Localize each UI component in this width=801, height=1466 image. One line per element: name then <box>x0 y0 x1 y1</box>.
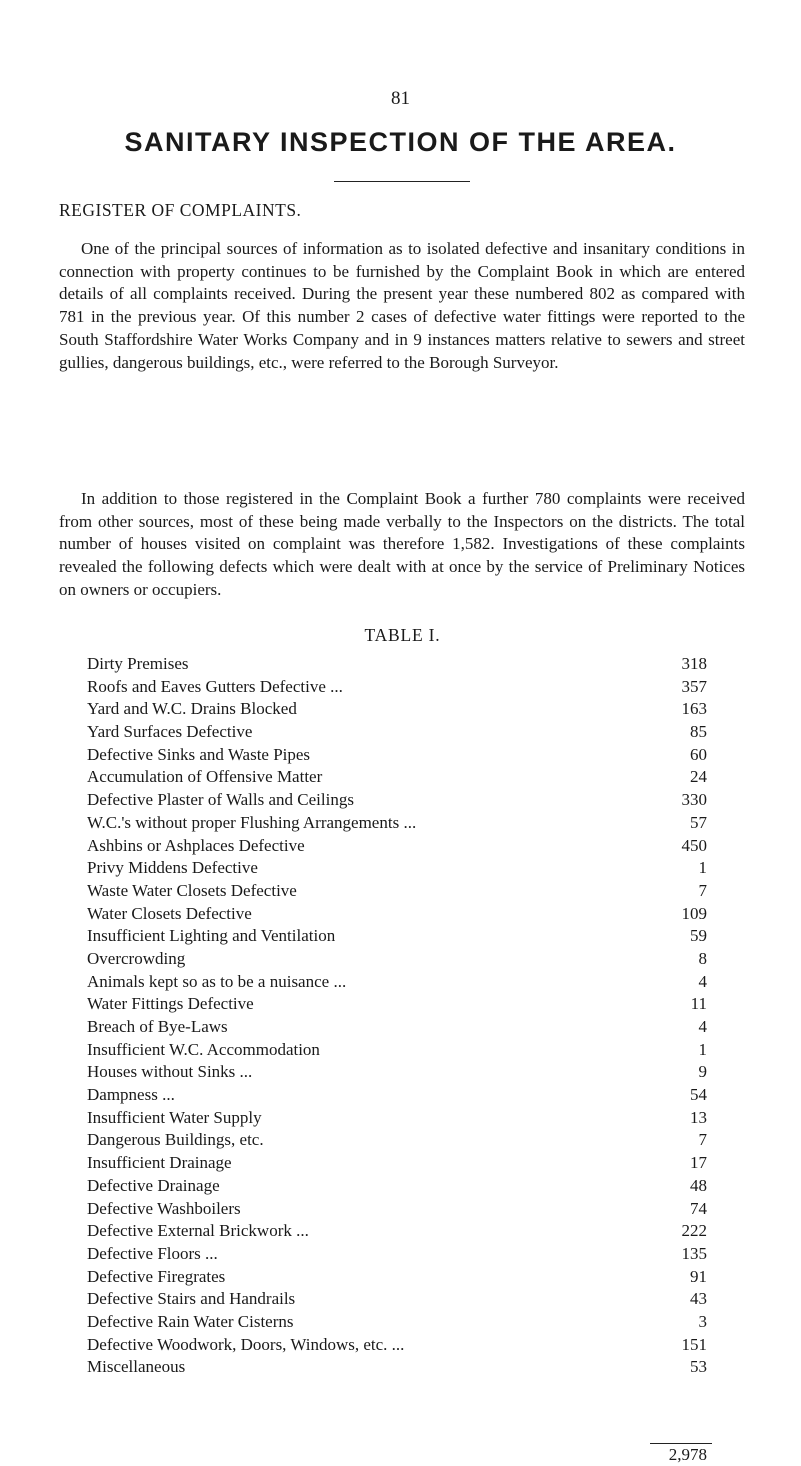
table-row <box>87 1243 707 1266</box>
row-value: 1 <box>647 857 707 880</box>
title-underline <box>334 181 470 182</box>
table-row <box>87 1266 707 1289</box>
row-value: 57 <box>647 812 707 835</box>
table-row <box>87 971 707 994</box>
row-label: Dirty Premises <box>87 653 193 676</box>
row-value: 163 <box>647 698 707 721</box>
row-label: Waste Water Closets Defective <box>87 880 301 903</box>
table-row <box>87 789 707 812</box>
row-label: Defective Woodwork, Doors, Windows, etc. ... <box>87 1334 408 1357</box>
row-value: 1 <box>647 1039 707 1062</box>
row-value: 330 <box>647 789 707 812</box>
table-row <box>87 676 707 699</box>
table-row <box>87 812 707 835</box>
row-label: Accumulation of Offensive Matter <box>87 766 326 789</box>
paragraph-complaint-book: One of the principal sources of information as to isolated defective and insanitary conditions in connection with property continues to be furnished by the Complaint Book in which are entered details of all complaints received. During the present year these numbered 802 as compared with 781 in the previous year. Of this number 2 cases of defective water fittings were reported to the South Staffordshire Water Works Company and in 9 instances matters relative to sewers and street gullies, dangerous buildings, etc., were referred to the Borough Surveyor. <box>59 239 745 372</box>
row-label: Water Fittings Defective <box>87 993 258 1016</box>
row-value: 13 <box>647 1107 707 1130</box>
table-row <box>87 925 707 948</box>
table-row <box>87 857 707 880</box>
table-row <box>87 1175 707 1198</box>
row-label: W.C.'s without proper Flushing Arrangements ... <box>87 812 420 835</box>
table-row <box>87 1016 707 1039</box>
row-value: 9 <box>647 1061 707 1084</box>
row-label: Insufficient Lighting and Ventilation <box>87 925 339 948</box>
paragraph-other-sources: In addition to those registered in the Complaint Book a further 780 complaints were received from other sources, most of these being made verbally to the Inspectors on the districts. The total number of houses visited on complaint was therefore 1,582. Investigations of these complaints revealed the following defects which were dealt with at once by the service of Preliminary Notices on owners or occupiers. <box>59 489 745 599</box>
row-value: 4 <box>647 971 707 994</box>
defects-table <box>87 653 707 1379</box>
row-value: 450 <box>647 835 707 858</box>
table-row <box>87 1288 707 1311</box>
row-value: 11 <box>647 993 707 1016</box>
table-row <box>87 1061 707 1084</box>
table-row <box>87 880 707 903</box>
row-label: Breach of Bye-Laws <box>87 1016 232 1039</box>
table-row <box>87 698 707 721</box>
row-value: 109 <box>647 903 707 926</box>
section-heading: REGISTER OF COMPLAINTS. <box>59 200 302 220</box>
table-row <box>87 835 707 858</box>
table-row <box>87 1107 707 1130</box>
row-value: 222 <box>647 1220 707 1243</box>
table-row <box>87 653 707 676</box>
row-value: 3 <box>647 1311 707 1334</box>
table-total: 2,978 <box>668 1445 707 1464</box>
table-row <box>87 948 707 971</box>
row-label: Defective Rain Water Cisterns <box>87 1311 298 1334</box>
table-row <box>87 744 707 767</box>
row-label: Defective Sinks and Waste Pipes <box>87 744 314 767</box>
row-value: 4 <box>647 1016 707 1039</box>
table-row <box>87 1152 707 1175</box>
row-value: 59 <box>647 925 707 948</box>
row-value: 17 <box>647 1152 707 1175</box>
row-label: Defective Firegrates <box>87 1266 229 1289</box>
table-row <box>87 1039 707 1062</box>
row-value: 54 <box>647 1084 707 1107</box>
row-value: 318 <box>647 653 707 676</box>
row-label: Houses without Sinks ... <box>87 1061 256 1084</box>
total-rule <box>650 1443 712 1444</box>
row-value: 85 <box>647 721 707 744</box>
row-label: Dangerous Buildings, etc. <box>87 1129 268 1152</box>
row-label: Insufficient Water Supply <box>87 1107 266 1130</box>
row-value: 357 <box>647 676 707 699</box>
table-row <box>87 1084 707 1107</box>
row-label: Defective Plaster of Walls and Ceilings <box>87 789 358 812</box>
row-label: Dampness ... <box>87 1084 179 1107</box>
row-label: Privy Middens Defective <box>87 857 262 880</box>
row-label: Roofs and Eaves Gutters Defective ... <box>87 676 347 699</box>
table-row <box>87 1129 707 1152</box>
row-label: Yard Surfaces Defective <box>87 721 256 744</box>
row-value: 135 <box>647 1243 707 1266</box>
row-value: 74 <box>647 1198 707 1221</box>
row-value: 53 <box>647 1356 707 1379</box>
page-title: SANITARY INSPECTION OF THE AREA. <box>124 127 677 157</box>
row-value: 60 <box>647 744 707 767</box>
row-label: Miscellaneous <box>87 1356 189 1379</box>
table-row <box>87 1311 707 1334</box>
row-value: 7 <box>647 880 707 903</box>
table-row <box>87 1334 707 1357</box>
row-value: 24 <box>647 766 707 789</box>
row-label: Defective Stairs and Handrails <box>87 1288 299 1311</box>
row-label: Yard and W.C. Drains Blocked <box>87 698 301 721</box>
row-label: Insufficient W.C. Accommodation <box>87 1039 324 1062</box>
row-value: 43 <box>647 1288 707 1311</box>
row-value: 151 <box>647 1334 707 1357</box>
row-label: Overcrowding <box>87 948 189 971</box>
row-label: Water Closets Defective <box>87 903 256 926</box>
row-label: Animals kept so as to be a nuisance ... <box>87 971 350 994</box>
table-title: TABLE I. <box>364 625 441 645</box>
table-row <box>87 766 707 789</box>
row-label: Insufficient Drainage <box>87 1152 236 1175</box>
page-number: 81 <box>391 88 410 109</box>
table-row <box>87 993 707 1016</box>
row-label: Defective Floors ... <box>87 1243 222 1266</box>
table-row <box>87 1356 707 1379</box>
row-label: Ashbins or Ashplaces Defective <box>87 835 309 858</box>
table-row <box>87 1198 707 1221</box>
row-value: 48 <box>647 1175 707 1198</box>
row-label: Defective Drainage <box>87 1175 224 1198</box>
row-label: Defective Washboilers <box>87 1198 245 1221</box>
row-label: Defective External Brickwork ... <box>87 1220 313 1243</box>
row-value: 7 <box>647 1129 707 1152</box>
table-row <box>87 903 707 926</box>
row-value: 8 <box>647 948 707 971</box>
row-value: 91 <box>647 1266 707 1289</box>
table-row <box>87 1220 707 1243</box>
table-row <box>87 721 707 744</box>
